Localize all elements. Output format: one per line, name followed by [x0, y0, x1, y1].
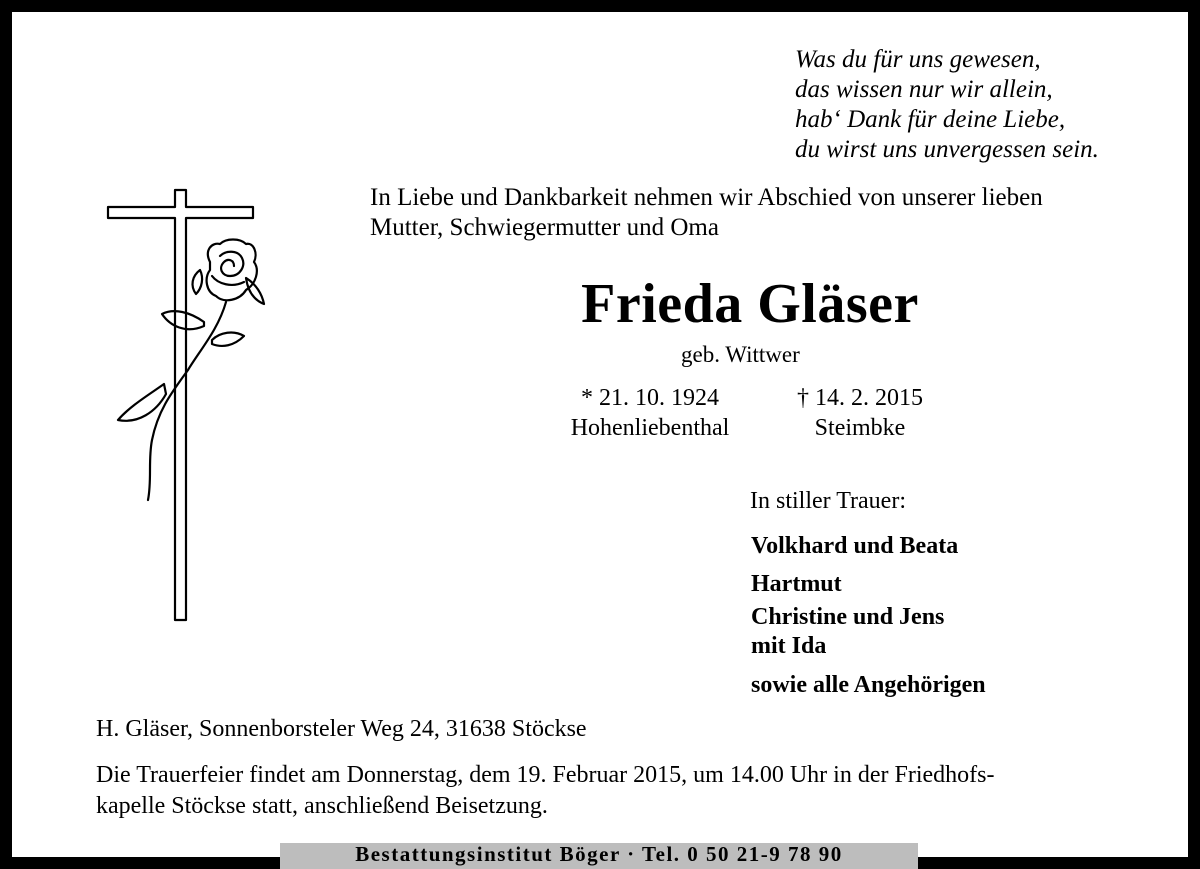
ceremony-notice	[96, 760, 994, 822]
poem	[795, 45, 1099, 165]
cross-with-rose-icon	[100, 180, 280, 635]
funeral-home-contact: Bestattungsinstitut Böger · Tel. 0 50 21-9 78 90	[355, 842, 843, 866]
mourner-entry: Hartmut	[751, 571, 842, 597]
birth-date: * 21. 10. 1924	[581, 385, 719, 411]
death-place: Steimbke	[814, 415, 906, 441]
death-date: † 14. 2. 2015	[797, 385, 923, 411]
family-address: H. Gläser, Sonnenborsteler Weg 24, 31638 Stöckse	[96, 716, 587, 742]
mourners-label: In stiller Trauer:	[750, 488, 906, 514]
deceased-name-row	[0, 272, 1200, 336]
intro-text	[370, 183, 1043, 243]
poem-line: du wirst uns unvergessen sein.	[795, 136, 1099, 163]
deceased-name: Frieda Gläser	[581, 273, 919, 335]
death-info	[780, 383, 940, 443]
poem-line: hab‘ Dank für deine Liebe,	[795, 106, 1066, 133]
intro-line-2: Mutter, Schwiegermutter und Oma	[370, 214, 719, 241]
ceremony-line-2: kapelle Stöckse statt, anschließend Beisetzung.	[96, 793, 548, 819]
maiden-name: geb. Wittwer	[681, 342, 800, 367]
mourner-entry: sowie alle Angehörigen	[751, 672, 986, 698]
birth-place: Hohenliebenthal	[570, 415, 730, 441]
mourner-entry: mit Ida	[751, 633, 827, 659]
ceremony-line-1: Die Trauerfeier findet am Donnerstag, dem 19. Februar 2015, um 14.00 Uhr in der Friedhofs-	[96, 762, 995, 788]
poem-line: Was du für uns gewesen,	[795, 46, 1041, 73]
mourner-entry: Christine und Jens	[751, 604, 945, 630]
mourner-entry: Volkhard und Beata	[751, 533, 959, 559]
intro-line-1: In Liebe und Dankbarkeit nehmen wir Abschied von unserer lieben	[370, 184, 1043, 211]
birth-info	[557, 383, 743, 443]
poem-line: das wissen nur wir allein,	[795, 76, 1053, 103]
